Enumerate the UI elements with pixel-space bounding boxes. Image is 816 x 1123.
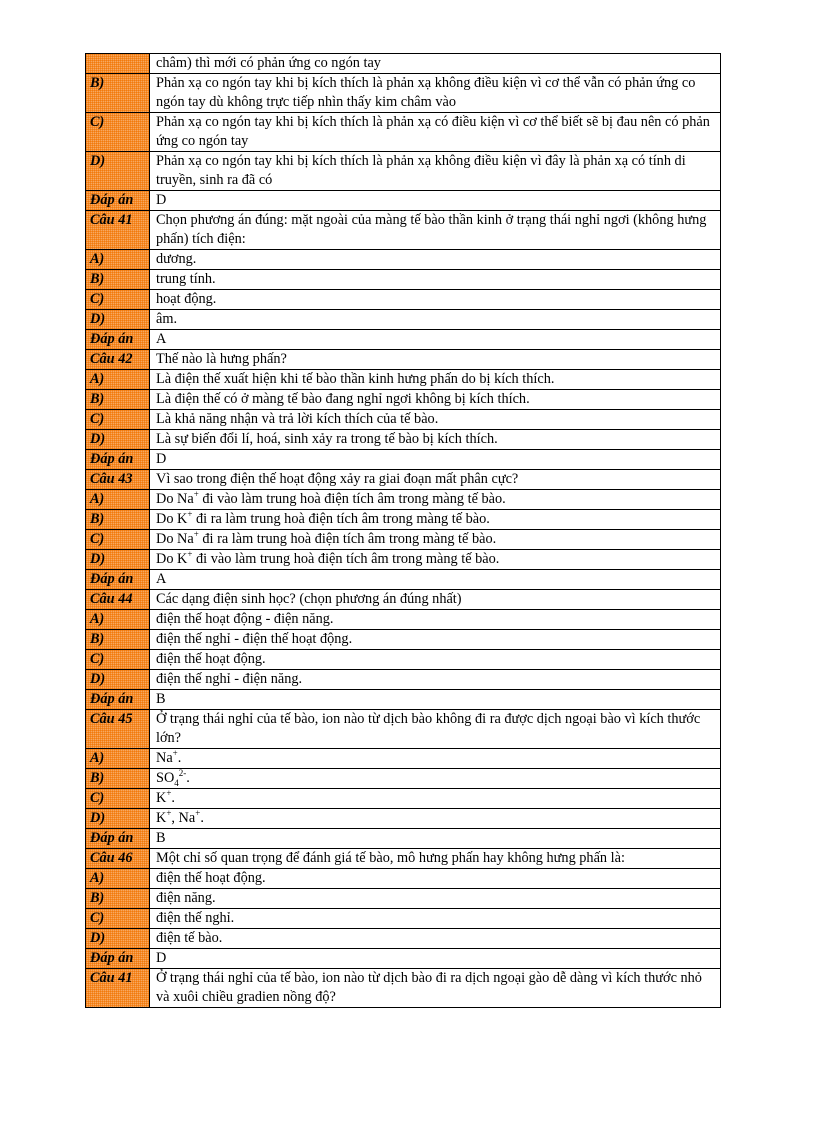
question-row — [86, 630, 721, 650]
question-row — [86, 969, 721, 1008]
text-part: đi vào làm trung hoà điện tích âm trong màng tế bào. — [192, 551, 500, 567]
question-row — [86, 113, 721, 152]
question-row — [86, 550, 721, 570]
row-label-cell: A) — [86, 610, 150, 630]
row-label-cell: C) — [86, 789, 150, 809]
row-text-cell: âm. — [150, 310, 721, 330]
row-label-cell: D) — [86, 670, 150, 690]
superscript: + — [187, 549, 193, 560]
row-text-cell: điện thế hoạt động - điện năng. — [150, 610, 721, 630]
row-label-cell: Đáp án — [86, 450, 150, 470]
row-text-cell: điện thế nghỉ - điện năng. — [150, 670, 721, 690]
question-row — [86, 570, 721, 590]
superscript: + — [166, 788, 172, 799]
row-text-cell: điện thế hoạt động. — [150, 650, 721, 670]
row-label-cell: B) — [86, 769, 150, 789]
row-label-cell: B) — [86, 270, 150, 290]
question-row — [86, 330, 721, 350]
row-label-cell: Câu 41 — [86, 969, 150, 1008]
question-row — [86, 929, 721, 949]
text-part: Do K — [156, 511, 188, 527]
row-text-cell — [150, 809, 721, 829]
row-text-cell: điện năng. — [150, 889, 721, 909]
question-row — [86, 350, 721, 370]
row-label-cell: B) — [86, 74, 150, 113]
row-label-cell: Câu 44 — [86, 590, 150, 610]
question-row — [86, 650, 721, 670]
question-row — [86, 869, 721, 889]
question-row — [86, 450, 721, 470]
row-text-cell: A — [150, 330, 721, 350]
row-label-cell: Đáp án — [86, 690, 150, 710]
row-label-cell: C) — [86, 410, 150, 430]
row-text-cell — [150, 769, 721, 789]
row-label-cell: B) — [86, 390, 150, 410]
question-row — [86, 610, 721, 630]
question-row — [86, 74, 721, 113]
superscript: + — [172, 748, 178, 759]
question-row — [86, 809, 721, 829]
row-text-cell — [150, 749, 721, 769]
question-row — [86, 590, 721, 610]
question-row — [86, 829, 721, 849]
row-text-cell — [150, 490, 721, 510]
question-row — [86, 710, 721, 749]
question-row — [86, 849, 721, 869]
row-label-cell: D) — [86, 929, 150, 949]
row-label-cell: D) — [86, 430, 150, 450]
row-text-cell — [150, 789, 721, 809]
question-row — [86, 54, 721, 74]
row-text-cell: B — [150, 829, 721, 849]
row-label-cell: D) — [86, 310, 150, 330]
row-text-cell: Là khả năng nhận và trả lời kích thích của tế bào. — [150, 410, 721, 430]
row-label-cell: B) — [86, 889, 150, 909]
row-label-cell: Đáp án — [86, 570, 150, 590]
text-part: Do Na — [156, 491, 194, 507]
text-part: Na — [156, 750, 173, 766]
question-row — [86, 390, 721, 410]
row-label-cell: C) — [86, 909, 150, 929]
row-label-cell: A) — [86, 490, 150, 510]
row-label-cell — [86, 54, 150, 74]
row-label-cell: B) — [86, 630, 150, 650]
question-row — [86, 490, 721, 510]
text-part: SO — [156, 770, 175, 786]
row-text-cell: Chọn phương án đúng: mặt ngoài của màng tế bào thần kinh ở trạng thái nghỉ ngơi (không hưng phấn) tích điện: — [150, 211, 721, 250]
question-row — [86, 410, 721, 430]
question-row — [86, 769, 721, 789]
question-row — [86, 510, 721, 530]
text-part: Do K — [156, 551, 188, 567]
row-text-cell: hoạt động. — [150, 290, 721, 310]
row-text-cell: Thế nào là hưng phấn? — [150, 350, 721, 370]
question-row — [86, 530, 721, 550]
question-row — [86, 909, 721, 929]
question-row — [86, 690, 721, 710]
row-label-cell: Câu 45 — [86, 710, 150, 749]
text-part: K — [156, 790, 167, 806]
question-row — [86, 949, 721, 969]
row-label-cell: C) — [86, 530, 150, 550]
text-part: đi vào làm trung hoà điện tích âm trong màng tế bào. — [198, 491, 506, 507]
row-text-cell: Phản xạ co ngón tay khi bị kích thích là phản xạ không điều kiện vì đây là phản xạ có tính di truyền, sinh ra đã có — [150, 152, 721, 191]
question-row — [86, 430, 721, 450]
row-text-cell: Ở trạng thái nghỉ của tế bào, ion nào từ dịch bào không đi ra được dịch ngoại bào vì kích thước lớn? — [150, 710, 721, 749]
question-row — [86, 310, 721, 330]
row-text-cell: Một chỉ số quan trọng để đánh giá tế bào, mô hưng phấn hay không hưng phấn là: — [150, 849, 721, 869]
row-label-cell: A) — [86, 250, 150, 270]
question-row — [86, 211, 721, 250]
row-text-cell: D — [150, 450, 721, 470]
question-row — [86, 250, 721, 270]
row-label-cell: C) — [86, 113, 150, 152]
row-label-cell: Đáp án — [86, 829, 150, 849]
row-text-cell: Vì sao trong điện thế hoạt động xảy ra giai đoạn mất phân cực? — [150, 470, 721, 490]
row-text-cell: Là điện thế xuất hiện khi tế bào thần kinh hưng phấn do bị kích thích. — [150, 370, 721, 390]
row-text-cell: Phản xạ co ngón tay khi bị kích thích là phản xạ không điều kiện vì cơ thể vẫn có phản ứng co ngón tay dù không trực tiếp nhìn thấy kim châm vào — [150, 74, 721, 113]
row-label-cell: C) — [86, 650, 150, 670]
row-label-cell: B) — [86, 510, 150, 530]
text-part: đi ra làm trung hoà điện tích âm trong màng tế bào. — [192, 511, 490, 527]
row-label-cell: A) — [86, 370, 150, 390]
question-table — [85, 53, 721, 1008]
question-row — [86, 789, 721, 809]
row-label-cell: A) — [86, 749, 150, 769]
row-label-cell: Câu 42 — [86, 350, 150, 370]
text-part: . — [200, 810, 204, 826]
row-text-cell: điện tế bào. — [150, 929, 721, 949]
question-row — [86, 290, 721, 310]
row-label-cell: Đáp án — [86, 191, 150, 211]
question-row — [86, 670, 721, 690]
superscript: + — [166, 808, 172, 819]
question-table-body — [86, 54, 721, 1008]
text-part: , Na — [171, 810, 196, 826]
row-text-cell: điện thế nghỉ. — [150, 909, 721, 929]
row-text-cell — [150, 530, 721, 550]
question-row — [86, 152, 721, 191]
row-text-cell: Là điện thế có ở màng tế bào đang nghỉ ngơi không bị kích thích. — [150, 390, 721, 410]
text-part: K — [156, 810, 167, 826]
row-text-cell: Ở trạng thái nghỉ của tế bào, ion nào từ dịch bào đi ra dịch ngoại gào dễ dàng vì kích thước nhỏ và xuôi chiều gradien nồng độ? — [150, 969, 721, 1008]
text-part: Do Na — [156, 531, 194, 547]
superscript: + — [193, 489, 199, 500]
row-text-cell — [150, 550, 721, 570]
row-text-cell: điện thế hoạt động. — [150, 869, 721, 889]
row-text-cell: B — [150, 690, 721, 710]
question-row — [86, 749, 721, 769]
question-row — [86, 191, 721, 211]
row-text-cell: châm) thì mới có phản ứng co ngón tay — [150, 54, 721, 74]
row-label-cell: D) — [86, 550, 150, 570]
row-label-cell: C) — [86, 290, 150, 310]
row-label-cell: Câu 41 — [86, 211, 150, 250]
row-label-cell: Câu 46 — [86, 849, 150, 869]
row-text-cell: Các dạng điện sinh học? (chọn phương án đúng nhất) — [150, 590, 721, 610]
row-label-cell: Đáp án — [86, 949, 150, 969]
row-text-cell — [150, 510, 721, 530]
row-text-cell: Là sự biến đổi lí, hoá, sinh xảy ra trong tế bào bị kích thích. — [150, 430, 721, 450]
row-label-cell: Đáp án — [86, 330, 150, 350]
row-label-cell: D) — [86, 809, 150, 829]
question-row — [86, 470, 721, 490]
text-part: đi ra làm trung hoà điện tích âm trong màng tế bào. — [198, 531, 497, 547]
row-text-cell: D — [150, 191, 721, 211]
row-text-cell: D — [150, 949, 721, 969]
superscript: + — [187, 509, 193, 520]
superscript: + — [193, 529, 199, 540]
row-text-cell: điện thế nghỉ - điện thế hoạt động. — [150, 630, 721, 650]
row-label-cell: Câu 43 — [86, 470, 150, 490]
superscript: + — [195, 808, 201, 819]
question-row — [86, 889, 721, 909]
text-part: . — [177, 750, 182, 766]
question-row — [86, 370, 721, 390]
subscript: 4 — [174, 777, 179, 788]
superscript: 2- — [178, 768, 187, 779]
question-row — [86, 270, 721, 290]
row-text-cell: A — [150, 570, 721, 590]
row-text-cell: trung tính. — [150, 270, 721, 290]
text-part: . — [186, 770, 190, 786]
row-text-cell: dương. — [150, 250, 721, 270]
row-text-cell: Phản xạ co ngón tay khi bị kích thích là phản xạ có điều kiện vì cơ thể biết sẽ bị đau nên có phản ứng co ngón tay — [150, 113, 721, 152]
row-label-cell: D) — [86, 152, 150, 191]
text-part: . — [171, 790, 175, 806]
row-label-cell: A) — [86, 869, 150, 889]
